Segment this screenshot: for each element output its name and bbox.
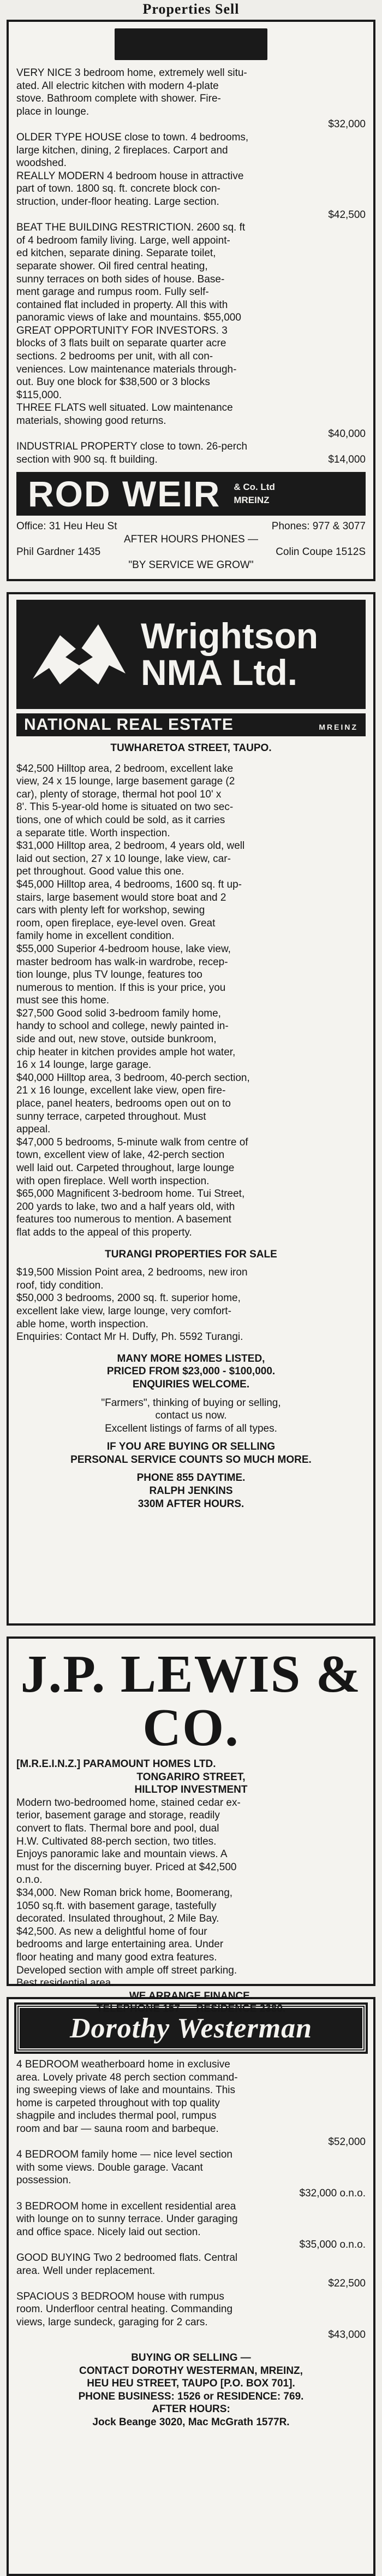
text-line: RALPH JENKINS — [149, 1485, 233, 1497]
listing-price: $14,000 — [328, 453, 366, 465]
rod-weir-advert — [7, 20, 375, 581]
text-line: side and out, new stove, outside bunkroom, — [16, 1033, 217, 1045]
text-line: $19,500 Mission Point area, 2 bedrooms, new iron — [16, 1267, 248, 1279]
text-line: separate shower. Oil fired central heating, — [16, 260, 208, 272]
member-line: [M.R.E.I.N.Z.] PARAMOUNT HOMES LTD. — [16, 1758, 216, 1770]
text-line: struction, under-floor heating. Large section. — [16, 196, 219, 208]
listing-price: $32,000 o.n.o. — [299, 2187, 366, 2199]
text-line: $65,000 Magnificent 3-bedroom home. Tui Street, — [16, 1188, 245, 1200]
dorothy-westerman-advert — [7, 1997, 375, 2576]
text-line: VERY NICE 3 bedroom home, extremely well situ- — [16, 67, 247, 79]
turangi-heading: TURANGI PROPERTIES FOR SALE — [105, 1248, 277, 1260]
text-line: veniences. Low maintenance materials through- — [16, 363, 237, 375]
rod-weir-logo — [16, 472, 366, 516]
text-line: area. Lovely private 48 perch section command- — [16, 2071, 238, 2083]
text-line: CONTACT DOROTHY WESTERMAN, MREINZ, — [79, 2365, 303, 2377]
text-line: floor heating and many good extra features. — [16, 1951, 217, 1963]
text-line: $27,500 Good solid 3-bedroom family home, — [16, 1007, 221, 1019]
text-line: out. Buy one block for $38,500 or 3 blocks — [16, 376, 210, 388]
text-line: possession. — [16, 2175, 71, 2187]
dorothy-westerman-logo — [16, 2005, 366, 2052]
text-line: HEU HEU STREET, TAUPO [P.O. BOX 701]. — [87, 2378, 295, 2390]
national-real-estate-bar — [16, 713, 366, 736]
jp-lewis-advert — [7, 1636, 375, 2015]
text-line: H.W. Cultivated 88-perch section, two titles. — [16, 1835, 217, 1847]
listing-line-price — [16, 453, 366, 466]
text-line: $55,000 Superior 4-bedroom house, lake view, — [16, 943, 231, 955]
logo-name: Dorothy Westerman — [69, 2012, 313, 2044]
logo-company-suffix: & Co. Ltd — [234, 482, 275, 493]
text-line: place, panel heaters, bedrooms open out on to — [16, 1098, 231, 1110]
text-line: and office space. Nicely laid out section. — [16, 2226, 201, 2238]
text-line: 3 BEDROOM home in excellent residential area — [16, 2200, 236, 2212]
text-line: $40,000 Hilltop area, 3 bedroom, 40-perch section, — [16, 1072, 250, 1084]
text-line: handy to school and college, newly painted in- — [16, 1020, 229, 1032]
text-line: 330M AFTER HOURS. — [138, 1498, 244, 1510]
after-hours-heading: AFTER HOURS PHONES — — [124, 533, 258, 545]
text-line: ment garage and rumpus room. Fully self- — [16, 286, 209, 298]
logo-name: NMA Ltd. — [141, 652, 298, 693]
text-line: $50,000 3 bedrooms, 2000 sq. ft. superior home, — [16, 1292, 241, 1304]
text-line: tions, one of which could be sold, as it carries — [16, 814, 225, 826]
text-line: sections. 2 bedrooms per unit, with all con- — [16, 351, 213, 363]
many-more-block — [16, 1352, 366, 1391]
text-line: BUYING OR SELLING — — [131, 2352, 251, 2364]
text-line: 16 x 14 lounge, large garage. — [16, 1059, 152, 1071]
listing-line: INDUSTRIAL PROPERTY close to town. 26-perch — [16, 441, 248, 453]
listing-price: $52,000 — [328, 2136, 366, 2148]
investment-heading: HILLTOP INVESTMENT — [134, 1784, 248, 1796]
listing-block — [16, 1266, 366, 1331]
text-line: PHONE 855 DAYTIME. — [136, 1472, 246, 1484]
text-line: "Farmers", thinking of buying or selling, — [101, 1397, 281, 1409]
text-line: sunny terraces on both sides of house. Base- — [16, 273, 225, 285]
listing-block — [16, 2290, 366, 2329]
text-line: terior, basement garage and storage, readily — [16, 1810, 220, 1822]
wrightson-advert — [7, 592, 375, 1626]
listing-price: $32,000 — [328, 119, 366, 131]
logo-name: Wrightson — [141, 615, 319, 656]
classified-column — [7, 0, 375, 2576]
text-line: chip heater in kitchen provides ample hot water, — [16, 1046, 236, 1058]
text-line: master bedroom has walk-in wardrobe, recep- — [16, 956, 228, 968]
advert-logo-banner — [115, 28, 267, 60]
text-line: appeal. — [16, 1124, 51, 1136]
logo-mreinz: MREINZ — [234, 494, 270, 505]
text-line: bedrooms and large entertaining area. Under — [16, 1939, 224, 1951]
text-line: IF YOU ARE BUYING OR SELLING — [106, 1441, 276, 1453]
jp-lewis-logo: J.P. LEWIS & CO. — [20, 1645, 362, 1757]
listing-price: $22,500 — [328, 2278, 366, 2290]
office-address: Office: 31 Heu Heu St — [16, 520, 117, 532]
text-line: Excellent listings of farms of all types. — [105, 1422, 277, 1434]
text-line: 4 BEDROOM family home — nice level section — [16, 2149, 232, 2161]
text-line: woodshed. — [16, 157, 67, 169]
text-line: excellent lake view, large lounge, very comfort- — [16, 1305, 231, 1317]
listing-price: $35,000 o.n.o. — [299, 2239, 366, 2251]
listing-block — [16, 763, 366, 1239]
text-line: SPACIOUS 3 BEDROOM house with rumpus — [16, 2290, 224, 2302]
text-line: room and bar — sauna room and barbeque. — [16, 2123, 219, 2135]
text-line: stove. Bathroom complete with shower. Fire- — [16, 93, 221, 105]
bar-mreinz: MREINZ — [319, 723, 358, 731]
text-line: with some views. Double garage. Vacant — [16, 2161, 203, 2173]
eagle-icon — [27, 613, 131, 695]
text-line: decorated. Insulated throughout, 2 Mile Bay. — [16, 1913, 219, 1925]
listing-block — [16, 2058, 366, 2136]
listing-block — [16, 2148, 366, 2187]
text-line: must for the discerning buyer. Priced at $42,500 — [16, 1861, 237, 1873]
enquiries-line: Enquiries: Contact Mr H. Duffy, Ph. 5592 Turangi. — [16, 1331, 243, 1343]
text-line: materials, showing good returns. — [16, 415, 166, 427]
text-line: area. Well under replacement. — [16, 2265, 156, 2277]
contact-name: Phil Gardner 1435 — [16, 546, 101, 558]
text-line: cars with plenty left for workshop, sewing — [16, 905, 205, 917]
text-line: sunny terrace, carpeted throughout. Must — [16, 1110, 206, 1122]
text-line: $42,500 Hilltop area, 2 bedroom, excellent lake — [16, 763, 234, 775]
text-line: room. Underfloor central heating. Commanding — [16, 2303, 233, 2315]
listing-block — [16, 67, 366, 118]
text-line: able home, worth inspection. — [16, 1318, 148, 1330]
phone-block — [16, 1472, 366, 1510]
listing-price: $42,500 — [328, 209, 366, 221]
text-line: ed kitchen, separate dining. Separate toilet, — [16, 247, 216, 259]
text-line: laid out section, 27 x 10 lounge, lake view, car- — [16, 853, 231, 865]
text-line: GREAT OPPORTUNITY FOR INVESTORS. 3 — [16, 324, 228, 336]
text-line: AFTER HOURS: — [152, 2403, 230, 2415]
listing-block — [16, 131, 366, 209]
street-address: TUWHARETOA STREET, TAUPO. — [110, 742, 272, 754]
text-line: flat adds to the appeal of this property. — [16, 1226, 192, 1238]
text-line: place in lounge. — [16, 105, 89, 117]
text-line: o.n.o. — [16, 1874, 43, 1886]
text-line: Jock Beange 3020, Mac McGrath 1577R. — [92, 2417, 290, 2429]
office-phones-row — [16, 520, 366, 533]
text-line: $42,500. As new a delightful home of four — [16, 1925, 207, 1937]
text-line: Modern two-bedroomed home, stained cedar ex- — [16, 1797, 241, 1809]
text-line: Enjoys panoramic lake and mountain views. A — [16, 1848, 228, 1860]
text-line: ing sweeping views of lake and mountains. This — [16, 2084, 235, 2096]
text-line: 4 BEDROOM weatherboard home in exclusive — [16, 2059, 230, 2070]
text-line: 200 yards to lake, two and a half years old, with — [16, 1201, 235, 1213]
text-line: PRICED FROM $23,000 - $100,000. — [106, 1366, 276, 1378]
text-line: pet throughout. Good value this one. — [16, 866, 184, 878]
text-line: blocks of 3 flats built on separate quarter acre — [16, 338, 226, 350]
telephone-line: TELEPHONE 157 — RESIDENCE 2380. — [96, 2003, 286, 2015]
listing-block — [16, 2200, 366, 2239]
text-line: with lounge on to sunny terrace. Under garaging — [16, 2213, 238, 2225]
text-line: THREE FLATS well situated. Low maintenance — [16, 402, 233, 414]
text-line: stairs, large basement would store boat and 2 — [16, 891, 226, 903]
text-line: $34,000. New Roman brick home, Boomerang, — [16, 1887, 233, 1899]
text-line: $31,000 Hilltop area, 2 bedroom, 4 years old, well — [16, 840, 245, 852]
text-line: $45,000 Hilltop area, 4 bedrooms, 1600 sq. ft up- — [16, 878, 242, 890]
text-line: GOOD BUYING Two 2 bedroomed flats. Central — [16, 2252, 238, 2264]
listing-block — [16, 221, 366, 428]
text-line: Best residential area. — [16, 1977, 114, 1989]
logo-subtext — [234, 481, 275, 507]
listing-price: $40,000 — [328, 428, 366, 440]
text-line: contact us now. — [155, 1410, 227, 1422]
text-line: REALLY MODERN 4 bedroom house in attractive — [16, 170, 244, 182]
text-line: ated. All electric kitchen with modern 4-plate — [16, 80, 219, 92]
text-line: PHONE BUSINESS: 1526 or RESIDENCE: 769. — [78, 2390, 304, 2402]
farmers-block — [16, 1397, 366, 1435]
text-line: MANY MORE HOMES LISTED, — [117, 1352, 265, 1364]
text-line: PERSONAL SERVICE COUNTS SO MUCH MORE. — [70, 1454, 312, 1466]
text-line: 8'. This 5-year-old home is situated on two sec- — [16, 801, 234, 813]
listing-price: $43,000 — [328, 2329, 366, 2341]
text-line: ENQUIRIES WELCOME. — [132, 1378, 250, 1390]
listing-block — [16, 2252, 366, 2277]
text-line: home is carpeted throughout with top quality — [16, 2097, 220, 2109]
text-line: town, excellent view of lake, 42-perch section — [16, 1149, 225, 1161]
text-line: $47,000 5 bedrooms, 5-minute walk from centre of — [16, 1136, 248, 1148]
text-line: shagpile and includes thermal pool, rumpus — [16, 2110, 217, 2122]
section-heading: Properties Sell — [142, 1, 240, 17]
text-line: with open fireplace. Well worth inspection. — [16, 1175, 210, 1187]
text-line: features too numerous to mention. A basement — [16, 1214, 231, 1226]
text-line: car), plenty of storage, thermal hot pool 10' x — [16, 788, 222, 800]
text-line: $115,000. — [16, 389, 62, 401]
slogan: "BY SERVICE WE GROW" — [128, 559, 254, 571]
wrightson-logo — [16, 600, 366, 709]
text-line: roof, tidy condition. — [16, 1279, 104, 1291]
text-line: panoramic views of lake and mountains. $55,000 — [16, 312, 241, 324]
buying-block — [16, 1440, 366, 1466]
text-line: BEAT THE BUILDING RESTRICTION. 2600 sq. ft — [16, 222, 246, 234]
text-line: 21 x 16 lounge, excellent lake view, open fire- — [16, 1085, 226, 1097]
text-line: well laid out. Carpeted throughout, large lounge — [16, 1162, 235, 1174]
text-line: part of town. 1800 sq. ft. concrete block con- — [16, 183, 220, 195]
text-line: view, 24 x 15 lounge, large basement garage (2 — [16, 776, 235, 788]
text-line: Developed section with ample off street parking. — [16, 1964, 237, 1976]
finance-line: WE ARRANGE FINANCE. — [129, 1990, 253, 2002]
text-line: OLDER TYPE HOUSE close to town. 4 bedrooms, — [16, 131, 249, 143]
text-line: a separate title. Worth inspection. — [16, 827, 170, 839]
text-line: numerous to mention. If this is your price, you — [16, 982, 226, 994]
street-line: TONGARIRO STREET, — [136, 1771, 246, 1783]
text-line: must see this home. — [16, 995, 110, 1007]
text-line: of 4 bedroom family living. Large, well appoint- — [16, 234, 230, 246]
logo-name: ROD WEIR — [28, 473, 221, 514]
office-phones: Phones: 977 & 3077 — [271, 520, 366, 532]
contacts-row — [16, 546, 366, 559]
text-line: convert to flats. Thermal bore and pool, dual — [16, 1822, 219, 1834]
text-line: views, large sundeck, garaging for 2 cars. — [16, 2316, 208, 2328]
contact-name: Colin Coupe 1512S — [276, 546, 366, 558]
contact-block — [16, 2352, 366, 2429]
text-line: large kitchen, dining, 2 fireplaces. Carport and — [16, 144, 228, 156]
text-line: room, open fireplace, eye-level oven. Great — [16, 917, 216, 929]
text-line: 1050 sq.ft. with basement garage, tastefully — [16, 1900, 217, 1912]
listing-block — [16, 1797, 366, 1990]
text-line: family home in excellent condition. — [16, 930, 175, 942]
listing-line: section with 900 sq. ft building. — [16, 453, 158, 465]
bar-text: NATIONAL REAL ESTATE — [24, 716, 234, 734]
text-line: contained flat included in property. All this with — [16, 299, 228, 311]
text-line: tion lounge, plus TV lounge, features too — [16, 969, 202, 981]
